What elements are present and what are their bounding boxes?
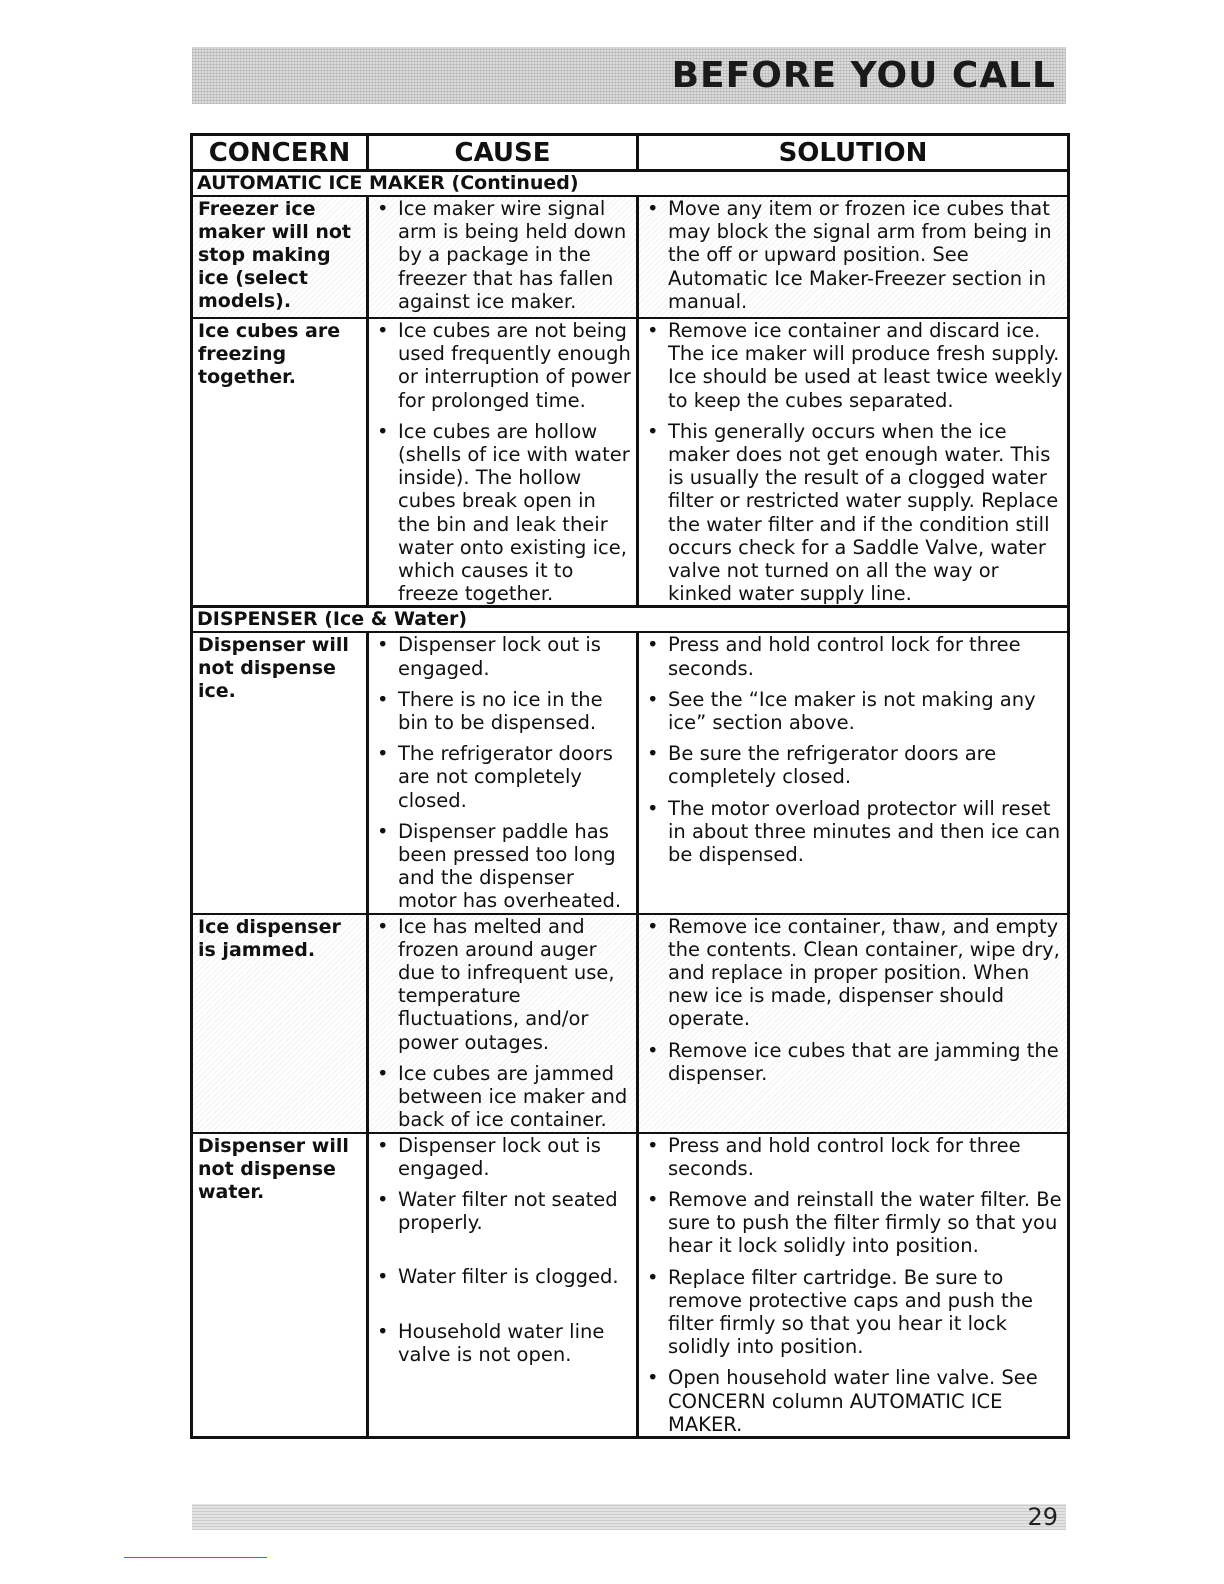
table-row (192, 318, 1069, 607)
cause-item: • There is no ice in the bin to be dispensed. (369, 688, 636, 734)
solution-item: • The motor overload protector will reset in about three minutes and then ice can be dispensed. (639, 797, 1067, 867)
concern-label: Dispenser will not dispense water. (198, 1134, 349, 1203)
section-row (192, 607, 1069, 633)
column-header-concern: CONCERN (192, 135, 368, 171)
concern-label: Freezer ice maker will not stop making ice (select models). (198, 198, 351, 312)
solution-item: • Open household water line valve. See CONCERN column AUTOMATIC ICE MAKER. (639, 1366, 1067, 1436)
cause-item: • Ice has melted and frozen around auger due to infrequent use, temperature fluctuations, and/or power outages. (369, 915, 636, 1054)
table-row (192, 196, 1069, 318)
table-header-row (192, 135, 1069, 171)
solution-item: • Press and hold control lock for three seconds. (639, 1134, 1067, 1180)
page-number: 29 (1027, 1503, 1058, 1531)
solution-item: • Replace filter cartridge. Be sure to remove protective caps and push the filter firmly so that you hear it lock solidly into position. (639, 1266, 1067, 1359)
column-header-solution: SOLUTION (638, 135, 1069, 171)
solution-cell (638, 318, 1069, 607)
page-title: BEFORE YOU CALL (671, 55, 1056, 96)
solution-item: • See the “Ice maker is not making any ice” section above. (639, 688, 1067, 734)
concern-cell (192, 1133, 368, 1438)
column-header-cause: CAUSE (368, 135, 638, 171)
cause-cell (368, 1133, 638, 1438)
cause-cell (368, 318, 638, 607)
solution-item: • This generally occurs when the ice maker does not get enough water. This is usually the result of a clogged water filter or restricted water supply. Replace the water filter and if the condition still occurs check for a Saddle Valve, water valve not turned on all the way or kinked water supply line. (639, 420, 1067, 606)
concern-cell (192, 318, 368, 607)
solution-item: • Remove and reinstall the water filter. Be sure to push the filter firmly so that you hear it lock solidly into position. (639, 1188, 1067, 1258)
cause-item: • Dispenser paddle has been pressed too long and the dispenser motor has overheated. (369, 820, 636, 913)
cause-item: • Ice cubes are hollow (shells of ice with water inside). The hollow cubes break open in the bin and leak their water onto existing ice, which causes it to freeze together. (369, 420, 636, 606)
cause-item: • Water filter not seated properly. (369, 1188, 636, 1234)
section-title: AUTOMATIC ICE MAKER (Continued) (192, 171, 1069, 197)
section-title: DISPENSER (Ice & Water) (192, 607, 1069, 633)
cause-cell (368, 196, 638, 318)
solution-cell (638, 1133, 1069, 1438)
troubleshooting-table (190, 133, 1070, 1439)
solution-cell (638, 914, 1069, 1133)
cause-item: • Dispenser lock out is engaged. (369, 633, 636, 679)
cause-cell (368, 632, 638, 913)
cause-item: • Ice cubes are not being used frequently enough or interruption of power for prolonged time. (369, 319, 636, 412)
concern-label: Dispenser will not dispense ice. (198, 634, 349, 703)
concern-label: Ice dispenser is jammed. (198, 915, 341, 961)
table-row (192, 914, 1069, 1133)
solution-item: • Press and hold control lock for three seconds. (639, 633, 1067, 679)
cause-cell (368, 914, 638, 1133)
table-row (192, 1133, 1069, 1438)
solution-item: • Move any item or frozen ice cubes that may block the signal arm from being in the off or upward position. See Automatic Ice Maker-Freezer section in manual. (639, 197, 1067, 313)
section-row (192, 171, 1069, 197)
solution-item: • Remove ice container and discard ice. The ice maker will produce fresh supply. Ice should be used at least twice weekly to keep the cubes separated. (639, 319, 1067, 412)
cause-item: • Dispenser lock out is engaged. (369, 1134, 636, 1180)
cause-item: • Household water line valve is not open. (369, 1320, 636, 1366)
solution-item: • Remove ice container, thaw, and empty the contents. Clean container, wipe dry, and replace in proper position. When new ice is made, dispenser should operate. (639, 915, 1067, 1031)
divider (124, 1557, 267, 1558)
cause-item: • Ice maker wire signal arm is being held down by a package in the freezer that has fallen against ice maker. (369, 197, 636, 313)
concern-label: Ice cubes are freezing together. (198, 320, 341, 388)
cause-item: • The refrigerator doors are not completely closed. (369, 742, 636, 812)
solution-item: • Be sure the refrigerator doors are completely closed. (639, 742, 1067, 788)
footer-band (192, 1504, 1066, 1530)
cause-item: • Ice cubes are jammed between ice maker and back of ice container. (369, 1062, 636, 1132)
table-row (192, 632, 1069, 913)
solution-item: • Remove ice cubes that are jamming the dispenser. (639, 1039, 1067, 1085)
solution-cell (638, 632, 1069, 913)
concern-cell (192, 196, 368, 318)
concern-cell (192, 914, 368, 1133)
concern-cell (192, 632, 368, 913)
solution-cell (638, 196, 1069, 318)
header-band (192, 47, 1066, 104)
cause-item: • Water filter is clogged. (369, 1265, 636, 1288)
